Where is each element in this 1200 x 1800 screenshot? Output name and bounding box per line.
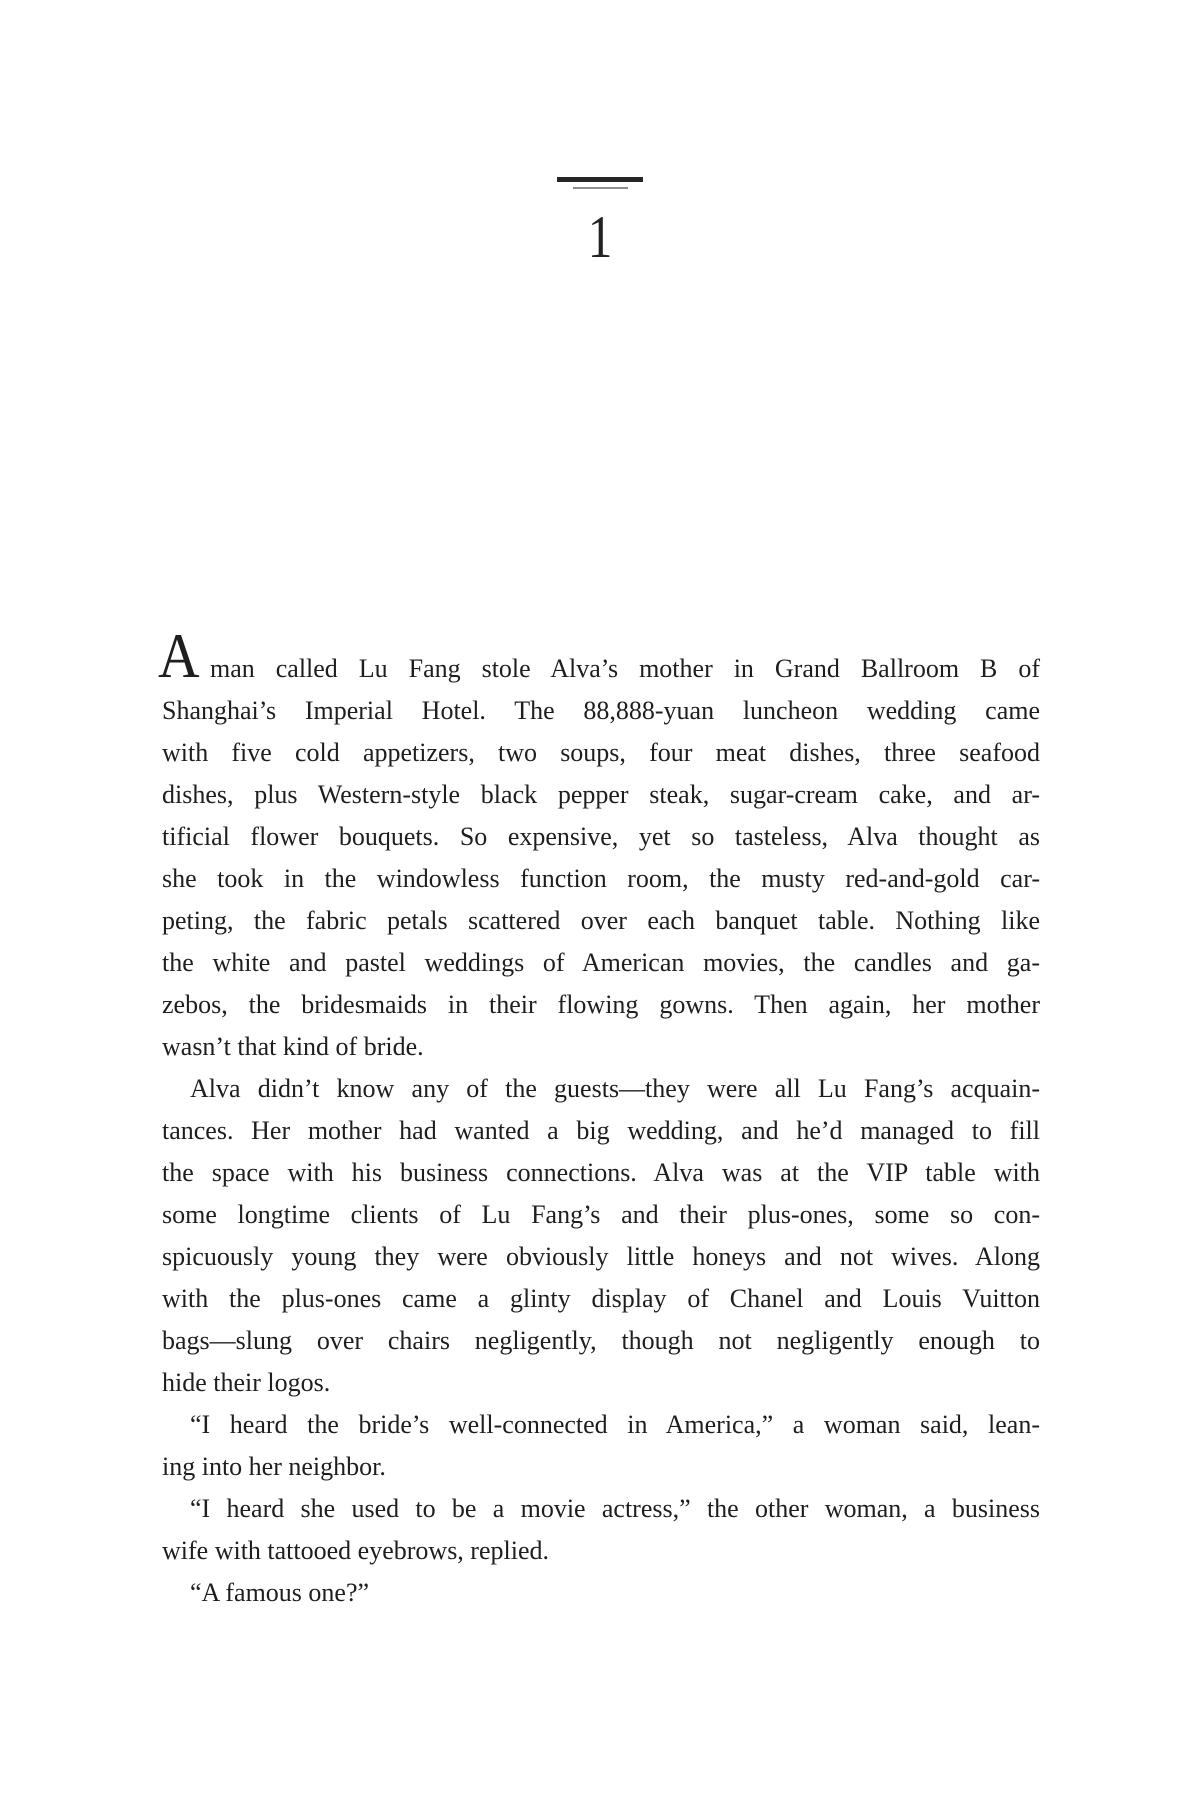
- text-line: hide their logos.: [162, 1368, 331, 1397]
- text-line: ing into her neighbor.: [162, 1452, 386, 1481]
- text-line: Shanghai’s Imperial Hotel. The 88,888-yuan luncheon wedding came: [162, 696, 1040, 725]
- text-line: with the plus-ones came a glinty display of Chanel and Louis Vuitton: [162, 1284, 1040, 1313]
- text-line: “I heard the bride’s well-connected in America,” a woman said, lean-: [190, 1410, 1040, 1439]
- text-line: with five cold appetizers, two soups, four meat dishes, three seafood: [162, 738, 1040, 767]
- text-line: some longtime clients of Lu Fang’s and their plus-ones, some so con-: [162, 1200, 1040, 1229]
- body-text: [158, 620, 1040, 1614]
- text-line: tances. Her mother had wanted a big wedding, and he’d managed to fill: [162, 1116, 1040, 1145]
- ornament-thick-rule: [557, 177, 643, 182]
- text-line: “A famous one?”: [190, 1578, 370, 1607]
- text-line: “I heard she used to be a movie actress,” the other woman, a business: [190, 1494, 1040, 1523]
- text-line: the space with his business connections. Alva was at the VIP table with: [162, 1158, 1040, 1187]
- text-line-content: man called Lu Fang stole Alva’s mother in Grand Ballroom B of: [210, 654, 1040, 683]
- chapter-ornament: [0, 177, 1200, 189]
- text-line: wife with tattooed eyebrows, replied.: [162, 1536, 549, 1565]
- text-line: the white and pastel weddings of American movies, the candles and ga-: [162, 948, 1040, 977]
- text-line: zebos, the bridesmaids in their flowing gowns. Then again, her mother: [162, 990, 1040, 1019]
- text-line: wasn’t that kind of bride.: [162, 1032, 424, 1061]
- text-line: tificial flower bouquets. So expensive, yet so tasteless, Alva thought as: [162, 822, 1040, 851]
- text-line: peting, the fabric petals scattered over each banquet table. Nothing like: [162, 906, 1040, 935]
- drop-cap: A: [158, 620, 200, 691]
- text-line: bags—slung over chairs negligently, though not negligently enough to: [162, 1326, 1040, 1355]
- text-line: spicuously young they were obviously little honeys and not wives. Along: [162, 1242, 1040, 1271]
- text-line: she took in the windowless function room, the musty red-and-gold car-: [162, 864, 1040, 893]
- text-line: dishes, plus Western-style black pepper steak, sugar-cream cake, and ar-: [162, 780, 1040, 809]
- ornament-thin-rule: [573, 187, 628, 189]
- text-line: [158, 620, 1040, 691]
- chapter-number: 1: [587, 204, 613, 270]
- text-line: Alva didn’t know any of the guests—they were all Lu Fang’s acquain-: [190, 1074, 1040, 1103]
